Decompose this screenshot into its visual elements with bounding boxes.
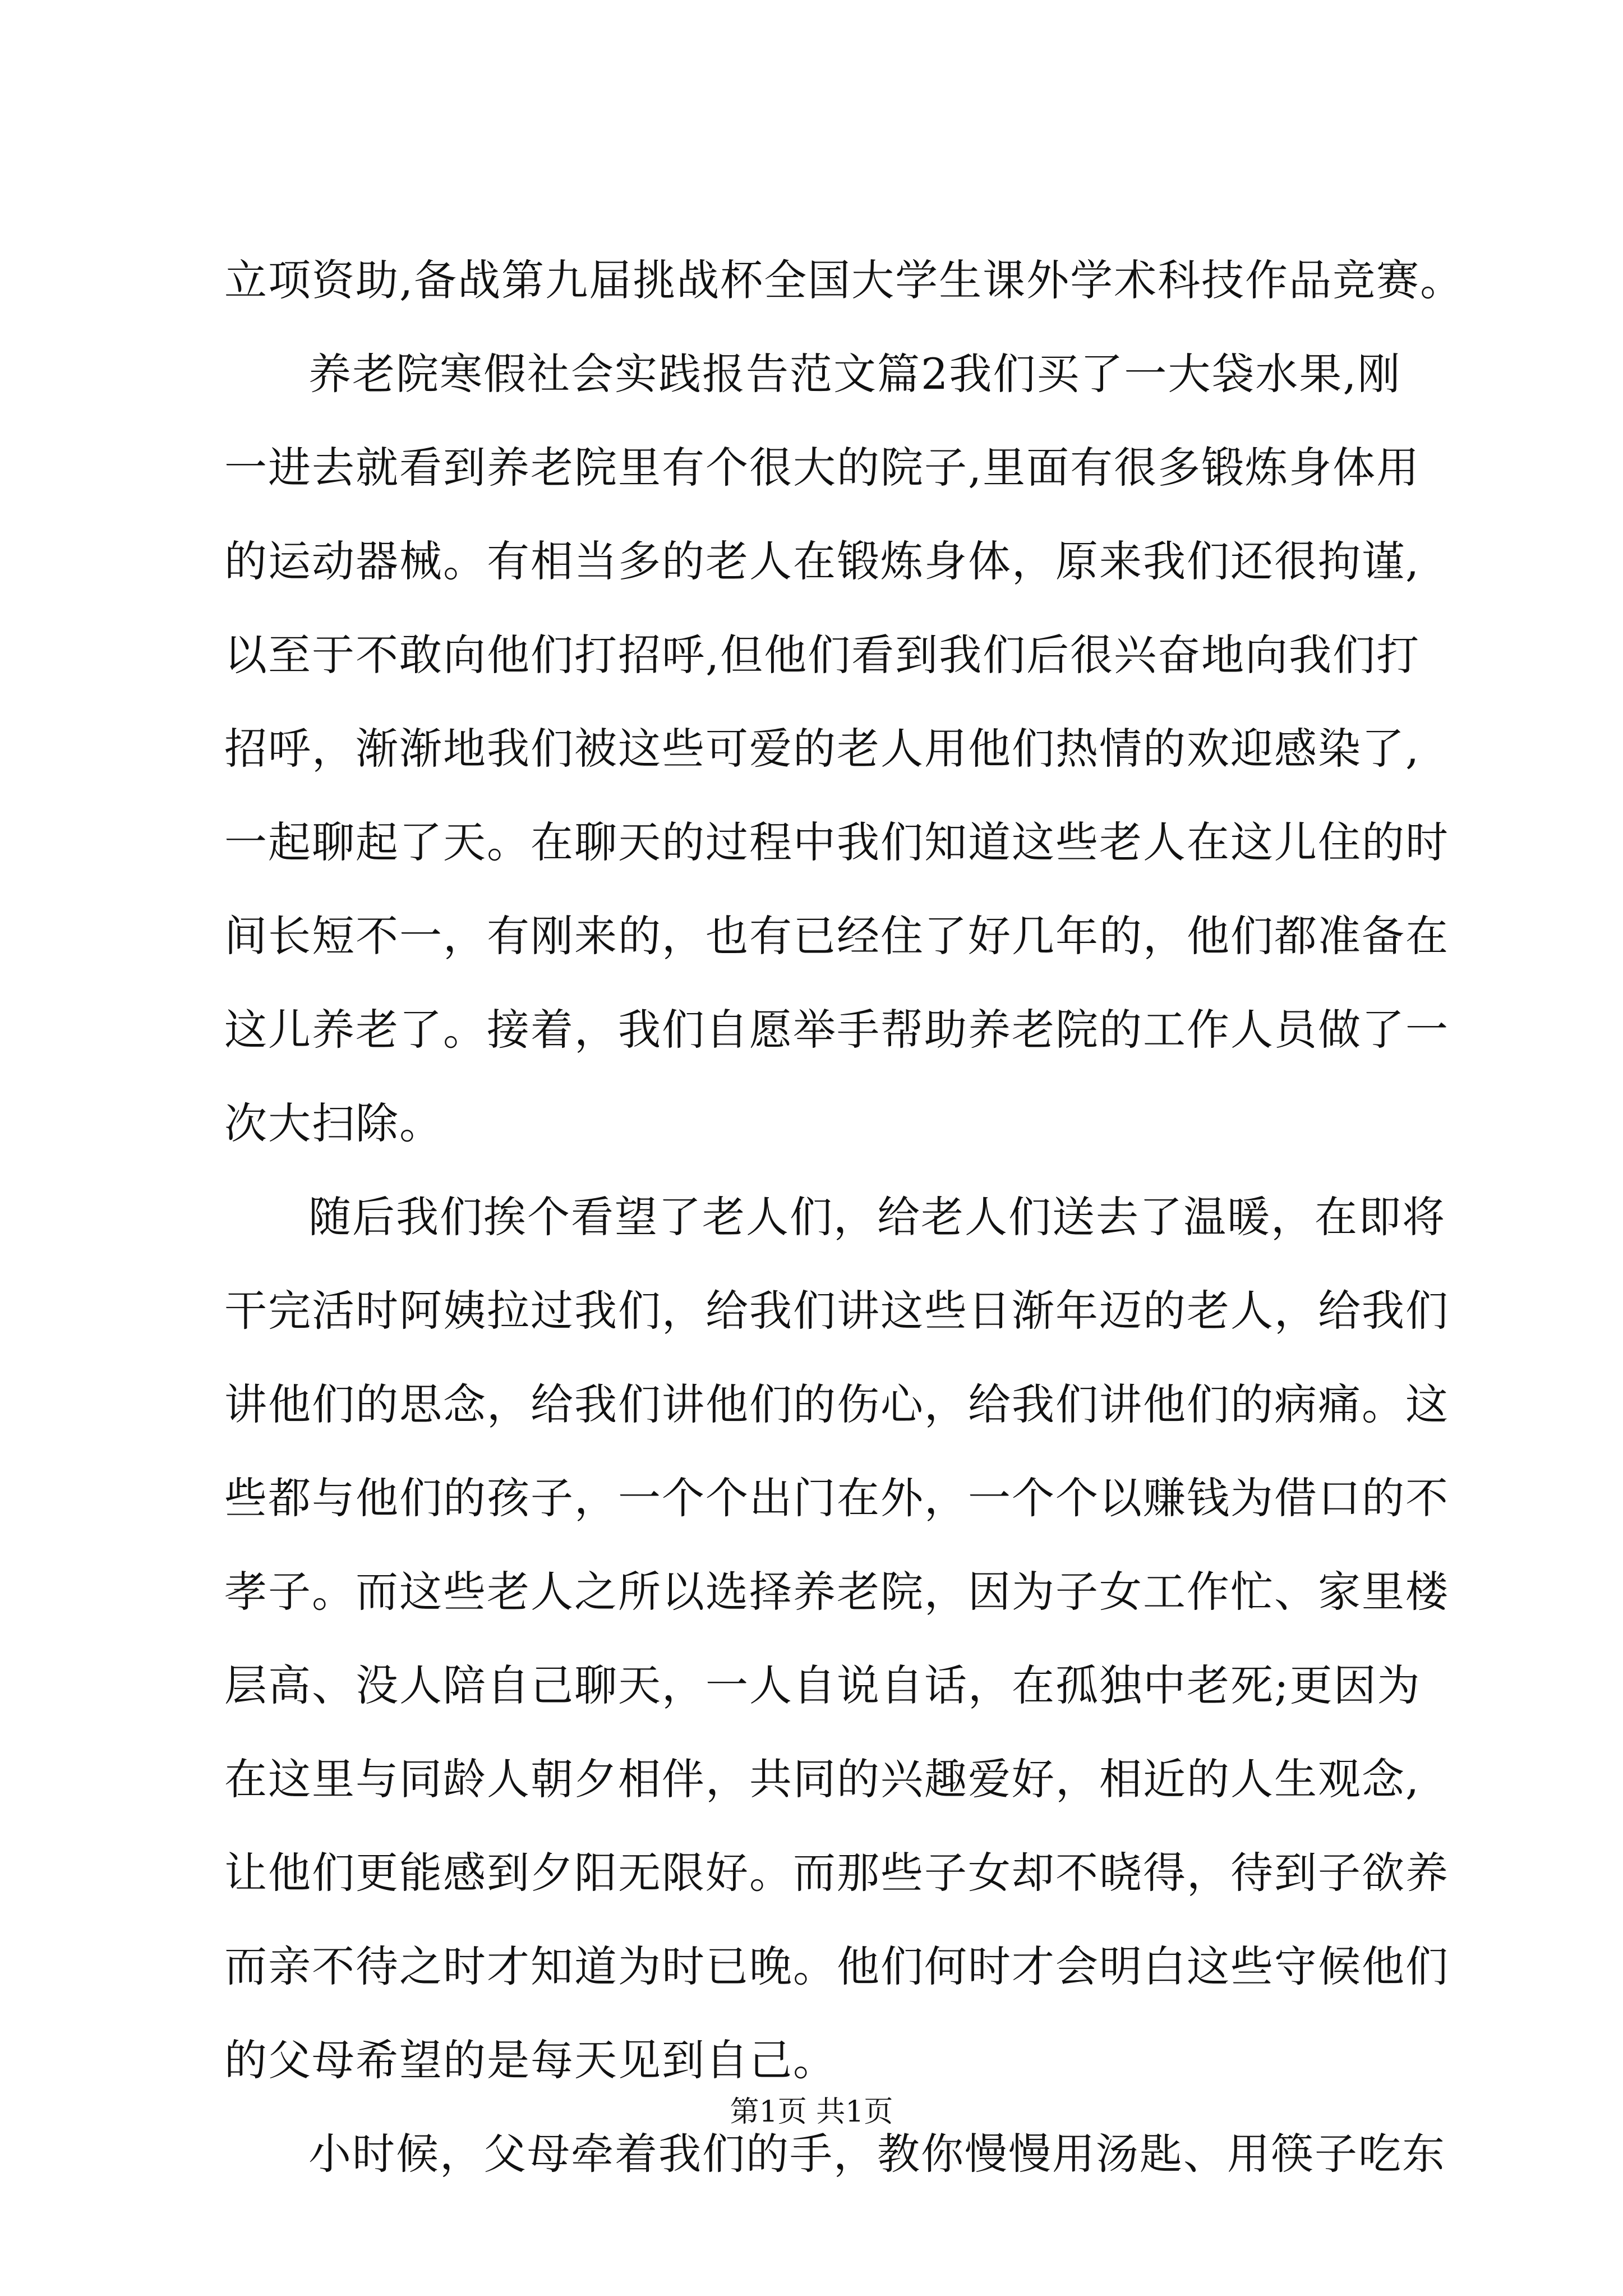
text-line: 的运动器械。有相当多的老人在锻炼身体，原来我们还很拘谨, [224,536,1421,586]
text-line: 在这里与同龄人朝夕相伴，共同的兴趣爱好，相近的人生观念, [224,1754,1421,1804]
text-line: 招呼，渐渐地我们被这些可爱的老人用他们热情的欢迎感染了, [224,724,1421,774]
text-line: 以至于不敢向他们打招呼,但他们看到我们后很兴奋地向我们打 [224,630,1421,680]
text-line: 干完活时阿姨拉过我们，给我们讲这些日渐年迈的老人，给我们 [224,1286,1449,1336]
text-line: 次大扫除。 [224,1098,443,1148]
text-line: 让他们更能感到夕阳无限好。而那些子女却不晓得，待到子欲养 [224,1848,1449,1898]
text-line: 小时候，父母牵着我们的手，教你慢慢用汤匙、用筷子吃东 [308,2129,1446,2179]
text-line: 养老院寒假社会实践报告范文篇2我们买了一大袋水果,刚 [308,349,1401,399]
text-line: 讲他们的思念，给我们讲他们的伤心，给我们讲他们的病痛。这 [224,1379,1449,1429]
text-line: 些都与他们的孩子，一个个出门在外，一个个以赚钱为借口的不 [224,1473,1449,1523]
text-line: 而亲不待之时才知道为时已晚。他们何时才会明白这些守候他们 [224,1941,1449,1991]
text-line: 一进去就看到养老院里有个很大的院子,里面有很多锻炼身体用 [224,443,1421,493]
text-line: 间长短不一，有刚来的，也有已经住了好几年的，他们都准备在 [224,911,1449,961]
text-line: 立项资助,备战第九届挑战杯全国大学生课外学术科技作品竞赛。 [224,255,1464,305]
page-number-label: 第1页 共1页 [730,2095,893,2129]
text-line: 孝子。而这些老人之所以选择养老院，因为子女工作忙、家里楼 [224,1567,1449,1617]
text-line: 随后我们挨个看望了老人们，给老人们送去了温暖，在即将 [308,1192,1446,1242]
text-line: 层高、没人陪自己聊天，一人自说自话，在孤独中老死;更因为 [224,1660,1421,1710]
page-footer [0,2092,1623,2132]
text-line: 这儿养老了。接着，我们自愿举手帮助养老院的工作人员做了一 [224,1005,1449,1055]
text-line: 的父母希望的是每天见到自己。 [224,2035,837,2085]
text-line: 一起聊起了天。在聊天的过程中我们知道这些老人在这儿住的时 [224,817,1449,867]
